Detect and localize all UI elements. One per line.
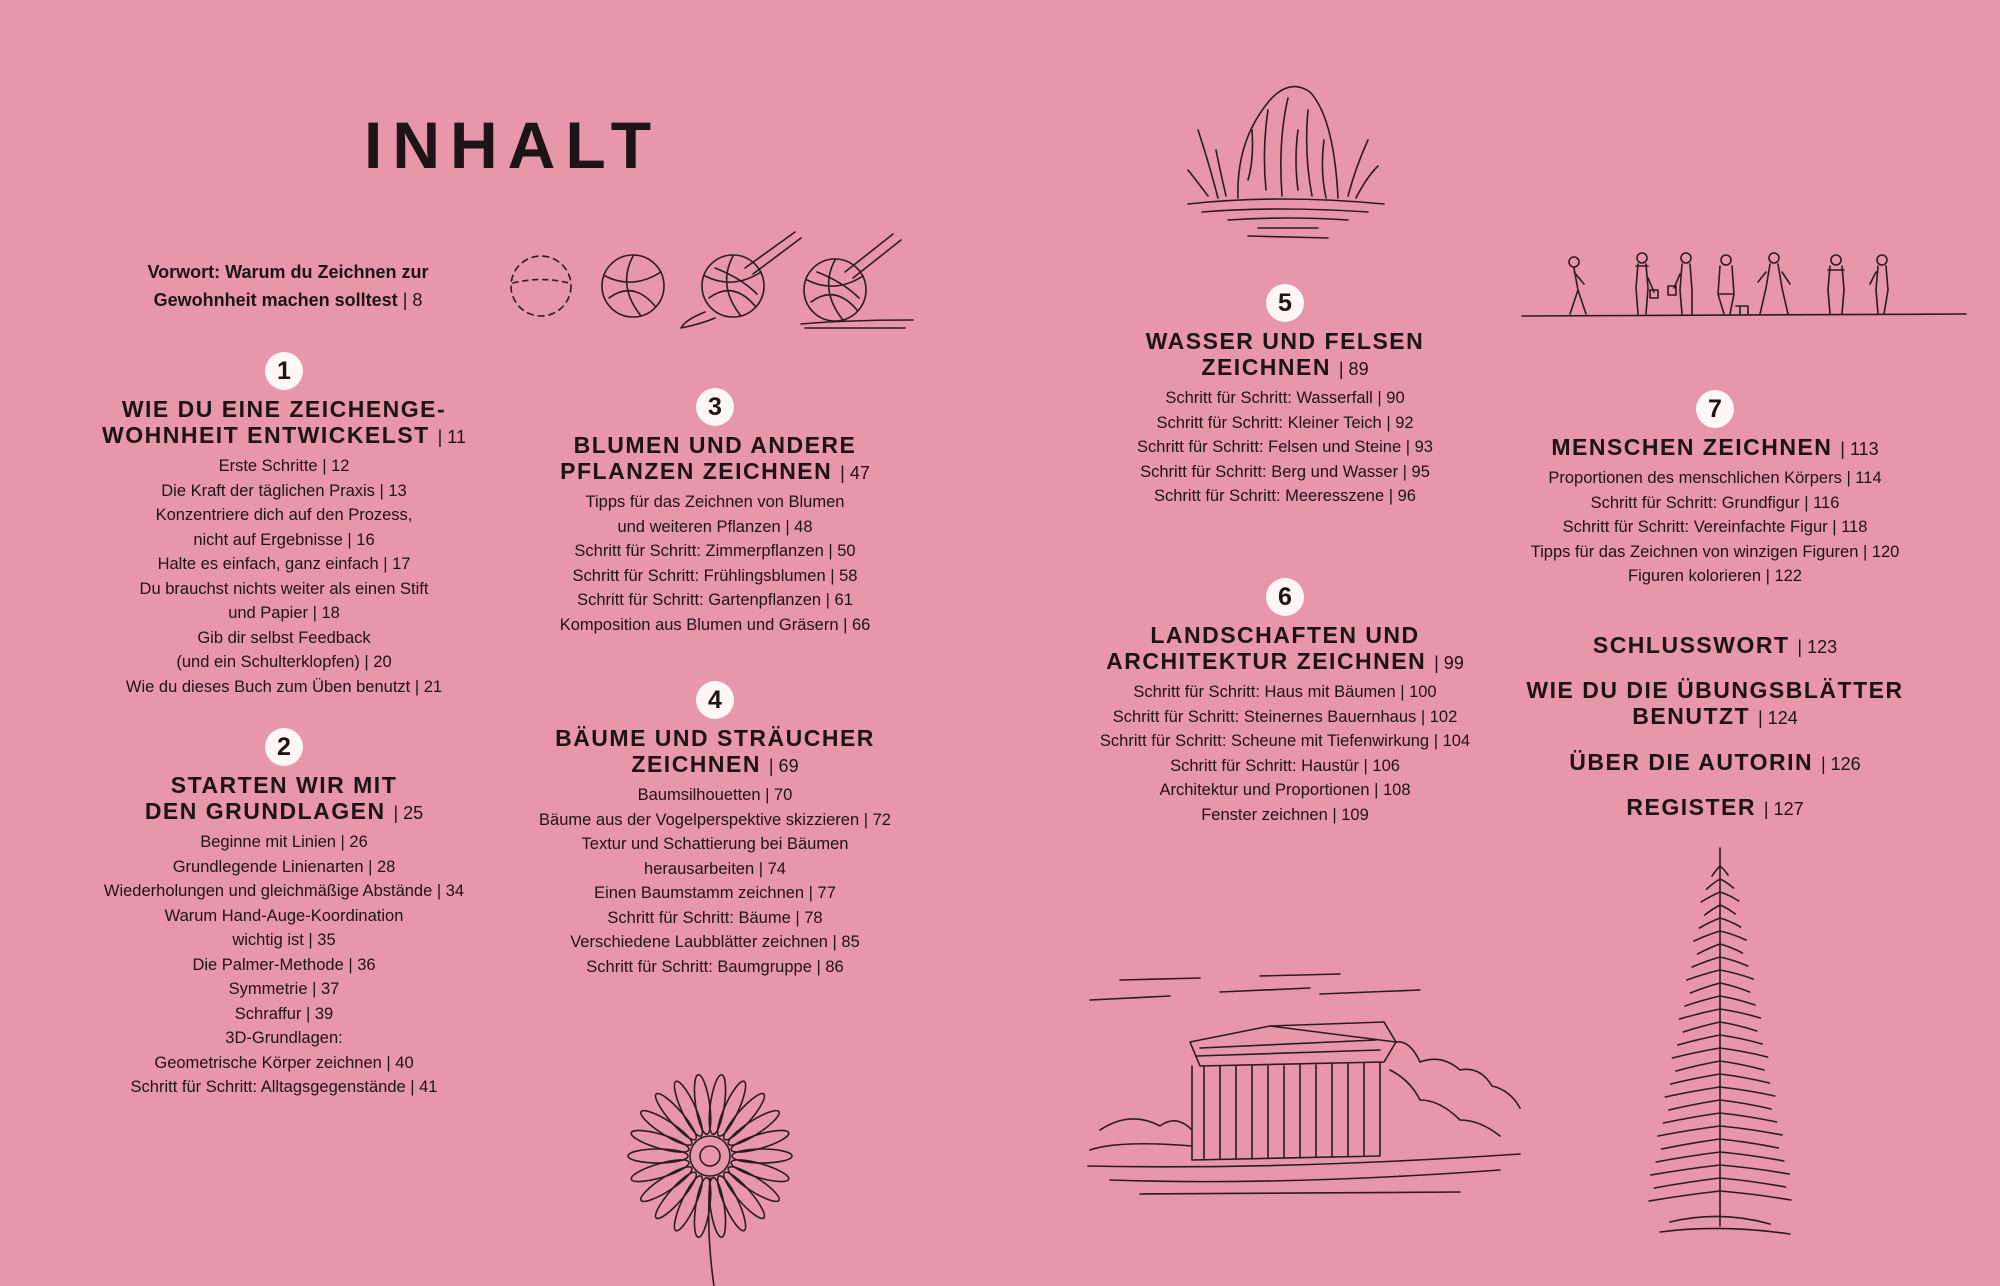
chapter-title-line: ZEICHNEN: [631, 751, 761, 777]
chapter-title-line: BÄUME UND STRÄUCHER: [555, 725, 875, 751]
toc-entry-line: Schritt für Schritt: Steinernes Bauernhaus | 102: [1112, 707, 1458, 726]
toc-entry-line: und weiteren Pflanzen | 48: [617, 517, 813, 536]
toc-entry[interactable]: [1085, 386, 1485, 411]
toc-entry[interactable]: [515, 832, 915, 881]
chapter-title-line: LANDSCHAFTEN UND: [1150, 622, 1420, 648]
toc-entry[interactable]: [515, 930, 915, 955]
toc-entry[interactable]: [84, 904, 484, 953]
toc-entry-line: Schritt für Schritt: Baumgruppe | 86: [586, 957, 844, 976]
toc-entry-line: Tipps für das Zeichnen von winzigen Figuren | 120: [1530, 542, 1900, 561]
chapter-title-line: PFLANZEN ZEICHNEN: [560, 458, 833, 484]
toc-entry-line: Schritt für Schritt: Berg und Wasser | 95: [1140, 462, 1430, 481]
chapter-page: | 99: [1434, 653, 1464, 673]
foreword-line-2: Gewohnheit machen solltest: [153, 290, 398, 310]
toc-entry-line: Einen Baumstamm zeichnen | 77: [594, 884, 836, 902]
toc-entry[interactable]: [84, 830, 484, 855]
toc-entry[interactable]: [1075, 705, 1495, 730]
toc-entry-line: Schritt für Schritt: Zimmerpflanzen | 50: [574, 542, 856, 560]
chapter-entry-list: [515, 783, 915, 979]
chapter-page: | 47: [840, 463, 870, 483]
toc-entry-line: nicht auf Ergebnisse | 16: [193, 530, 375, 549]
toc-entry[interactable]: [1505, 564, 1925, 589]
extra-uebungsblaetter[interactable]: [1515, 677, 1915, 731]
chapter-entry-list: [1505, 466, 1925, 589]
extra-title-line: ÜBER DIE AUTORIN: [1569, 749, 1814, 775]
toc-entry-line: Bäume aus der Vogelperspektive skizzieren | 72: [539, 810, 891, 829]
toc-entry[interactable]: [1505, 540, 1925, 565]
toc-entry-line: Warum Hand-Auge-Koordination: [164, 906, 404, 925]
toc-entry-line: Proportionen des menschlichen Körpers | 114: [1548, 469, 1882, 487]
toc-entry-line: Halte es einfach, ganz einfach | 17: [157, 555, 411, 573]
extra-schlusswort[interactable]: [1515, 632, 1915, 660]
toc-entry-line: Tipps für das Zeichnen von Blumen: [585, 493, 845, 511]
toc-entry-line: Beginne mit Linien | 26: [200, 833, 368, 851]
toc-entry-line: Schritt für Schritt: Bäume | 78: [607, 908, 823, 927]
toc-entry-line: Schritt für Schritt: Vereinfachte Figur | 118: [1562, 518, 1868, 536]
toc-entry-line: Verschiedene Laubblätter zeichnen | 85: [570, 933, 860, 951]
toc-entry[interactable]: [1085, 411, 1485, 436]
chapter-title-line: ARCHITEKTUR ZEICHNEN: [1106, 648, 1427, 674]
toc-entry[interactable]: [1505, 466, 1925, 491]
toc-entry[interactable]: [515, 613, 915, 638]
chapter-entry-list: [84, 830, 484, 1100]
toc-entry-line: Figuren kolorieren | 122: [1628, 567, 1802, 585]
toc-entry-line: Schritt für Schritt: Wasserfall | 90: [1165, 389, 1405, 407]
toc-entry[interactable]: [515, 783, 915, 808]
toc-entry[interactable]: [1505, 491, 1925, 516]
extra-title-line: BENUTZT: [1632, 703, 1751, 729]
toc-entry-line: Komposition aus Blumen und Gräsern | 66: [559, 615, 871, 634]
toc-entry-line: Schritt für Schritt: Haus mit Bäumen | 100: [1133, 683, 1437, 701]
toc-entry[interactable]: [1075, 754, 1495, 779]
chapter-title[interactable]: [1505, 434, 1925, 462]
chapter-3: [515, 388, 915, 637]
barn-icon: [1080, 970, 1530, 1210]
chapter-page: | 113: [1840, 439, 1879, 459]
daisy-icon: [610, 1062, 810, 1286]
chapter-page: | 69: [768, 756, 799, 776]
toc-entry-line: Fenster zeichnen | 109: [1201, 805, 1369, 824]
chapter-page: | 25: [393, 803, 424, 823]
toc-entry-line: Textur und Schattierung bei Bäumen: [581, 835, 849, 853]
toc-entry[interactable]: [515, 906, 915, 931]
chapter-2: [84, 728, 484, 1100]
extra-title-line: REGISTER: [1626, 794, 1756, 820]
foreword-page: | 8: [402, 290, 423, 310]
toc-entry[interactable]: [84, 454, 484, 479]
chapter-number-badge: 3: [696, 388, 734, 426]
toc-entry-line: Die Palmer-Methode | 36: [192, 955, 376, 974]
chapter-title[interactable]: [515, 725, 915, 779]
chapter-1: [84, 352, 484, 699]
toc-entry-line: Wie du dieses Buch zum Üben benutzt | 21: [125, 677, 443, 696]
toc-entry-line: (und ein Schulterklopfen) | 20: [176, 653, 392, 671]
chapter-title[interactable]: [515, 432, 915, 486]
toc-entry-line: Erste Schritte | 12: [218, 457, 350, 475]
chapter-entry-list: [84, 454, 484, 699]
toc-entry[interactable]: [1085, 460, 1485, 485]
toc-entry[interactable]: [515, 955, 915, 980]
people-walking-icon: [1520, 248, 1968, 328]
chapter-number-badge: 4: [696, 681, 734, 719]
extra-title-line: WIE DU DIE ÜBUNGSBLÄTTER: [1526, 677, 1904, 703]
toc-entry-line: Die Kraft der täglichen Praxis | 13: [161, 481, 407, 500]
toc-entry[interactable]: [84, 577, 484, 626]
chapter-title-line: DEN GRUNDLAGEN: [144, 798, 386, 824]
toc-entry-line: Schritt für Schritt: Felsen und Steine | 93: [1137, 438, 1433, 456]
extra-page: | 124: [1758, 708, 1798, 728]
extra-page: | 123: [1797, 637, 1838, 657]
toc-entry[interactable]: [1085, 435, 1485, 460]
toc-entry-line: Schritt für Schritt: Kleiner Teich | 92: [1156, 413, 1414, 432]
rock-icon: [1178, 70, 1390, 250]
chapter-number-badge: 7: [1696, 390, 1734, 428]
toc-entry-line: Architektur und Proportionen | 108: [1159, 781, 1411, 799]
yarn-balls-icon: [505, 228, 915, 338]
chapter-number-badge: 2: [265, 728, 303, 766]
chapter-6: [1075, 578, 1495, 827]
toc-entry-line: Schritt für Schritt: Haustür | 106: [1170, 756, 1400, 775]
chapter-entry-list: [515, 490, 915, 637]
toc-entry[interactable]: [1085, 484, 1485, 509]
toc-entry[interactable]: [84, 1075, 484, 1100]
toc-entry[interactable]: [1075, 778, 1495, 803]
toc-entry[interactable]: [515, 564, 915, 589]
toc-entry[interactable]: [84, 953, 484, 978]
extra-page: | 127: [1763, 799, 1804, 819]
toc-entry[interactable]: [515, 881, 915, 906]
chapter-title-line: STARTEN WIR MIT: [170, 772, 398, 798]
toc-entry-line: Baumsilhouetten | 70: [637, 786, 793, 804]
toc-entry[interactable]: [84, 552, 484, 577]
toc-entry[interactable]: [515, 808, 915, 833]
chapter-number-badge: 5: [1266, 284, 1304, 322]
toc-entry-line: Wiederholungen und gleichmäßige Abstände | 34: [103, 882, 465, 900]
chapter-5: [1085, 284, 1485, 509]
toc-entry[interactable]: [84, 855, 484, 880]
toc-entry-line: Schritt für Schritt: Gartenpflanzen | 61: [577, 591, 853, 609]
toc-entry-line: Schraffur | 39: [234, 1004, 334, 1023]
chapter-number-badge: 1: [265, 352, 303, 390]
toc-entry[interactable]: [515, 490, 915, 539]
toc-entry-line: Schritt für Schritt: Grundfigur | 116: [1590, 493, 1840, 512]
chapter-title-line: BLUMEN UND ANDERE: [573, 432, 857, 458]
toc-entry-line: Schritt für Schritt: Alltagsgegenstände | 41: [130, 1078, 438, 1096]
page-title: INHALT: [364, 108, 662, 182]
toc-entry[interactable]: [84, 1026, 484, 1075]
extra-register[interactable]: [1515, 794, 1915, 822]
toc-entry-line: Schritt für Schritt: Frühlingsblumen | 58: [572, 566, 858, 585]
toc-entry[interactable]: [1075, 680, 1495, 705]
toc-entry-line: herausarbeiten | 74: [644, 859, 786, 878]
foreword-line-1: Vorwort: Warum du Zeichnen zur: [147, 262, 429, 282]
toc-entry-line: Gib dir selbst Feedback: [197, 628, 371, 647]
chapter-title[interactable]: [1085, 328, 1485, 382]
chapter-title[interactable]: [1075, 622, 1495, 676]
toc-entry[interactable]: [84, 675, 484, 700]
toc-entry-line: Du brauchst nichts weiter als einen Stift: [139, 579, 429, 598]
toc-entry[interactable]: [84, 626, 484, 675]
chapter-title-line: WOHNHEIT ENTWICKELST: [102, 422, 430, 448]
toc-entry-line: Geometrische Körper zeichnen | 40: [154, 1053, 414, 1072]
toc-entry-line: wichtig ist | 35: [232, 931, 336, 949]
chapter-7: [1505, 390, 1925, 589]
toc-entry[interactable]: [84, 879, 484, 904]
chapter-page: | 89: [1338, 359, 1369, 379]
toc-entry[interactable]: [84, 1002, 484, 1027]
chapter-title-line: ZEICHNEN: [1201, 354, 1331, 380]
toc-entry-line: Symmetrie | 37: [228, 980, 340, 998]
toc-entry-line: und Papier | 18: [228, 604, 340, 622]
toc-entry[interactable]: [84, 479, 484, 504]
chapter-title[interactable]: [84, 772, 484, 826]
toc-entry[interactable]: [84, 503, 484, 552]
toc-entry[interactable]: [1075, 729, 1495, 754]
extra-title-line: SCHLUSSWORT: [1592, 632, 1790, 658]
chapter-title-line: WIE DU EINE ZEICHENGE-: [121, 396, 447, 422]
toc-entry-line: Schritt für Schritt: Meeresszene | 96: [1154, 487, 1416, 505]
toc-entry[interactable]: [1075, 803, 1495, 828]
toc-entry-line: Konzentriere dich auf den Prozess,: [155, 506, 413, 524]
toc-entry-line: 3D-Grundlagen:: [225, 1029, 343, 1047]
toc-entry-line: Grundlegende Linienarten | 28: [172, 857, 396, 876]
foreword-entry[interactable]: [118, 258, 458, 314]
extra-page: | 126: [1820, 754, 1861, 774]
chapter-entry-list: [1085, 386, 1485, 509]
chapter-title-line: MENSCHEN ZEICHNEN: [1551, 434, 1833, 460]
chapter-entry-list: [1075, 680, 1495, 827]
chapter-number-badge: 6: [1266, 578, 1304, 616]
fir-tree-icon: [1640, 846, 1800, 1246]
toc-entry[interactable]: [1505, 515, 1925, 540]
toc-entry-line: Schritt für Schritt: Scheune mit Tiefenwirkung | 104: [1099, 732, 1471, 750]
toc-entry[interactable]: [515, 588, 915, 613]
toc-entry[interactable]: [84, 977, 484, 1002]
toc-entry[interactable]: [515, 539, 915, 564]
chapter-page: | 11: [437, 427, 466, 447]
extra-ueber-die-autorin[interactable]: [1515, 749, 1915, 777]
chapter-4: [515, 681, 915, 979]
chapter-title[interactable]: [84, 396, 484, 450]
chapter-title-line: WASSER UND FELSEN: [1145, 328, 1425, 354]
